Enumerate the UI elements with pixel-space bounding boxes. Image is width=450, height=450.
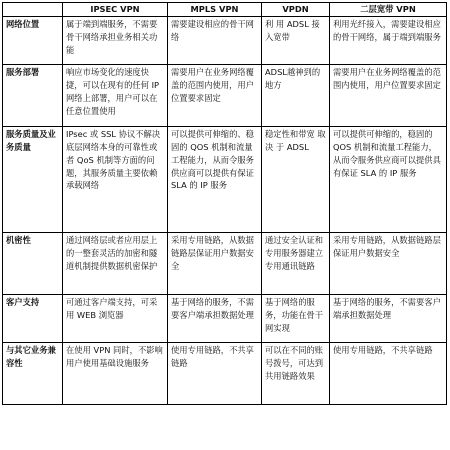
table-row bbox=[3, 233, 447, 295]
table-row bbox=[3, 65, 447, 127]
table-cell: 基于网络的服务，不需要客户端承担数据处理 bbox=[168, 295, 262, 343]
table-cell: 采用专用链路，从数据链路层保证用户数据安全 bbox=[330, 233, 447, 295]
row-label-compatibility: 与其它业务兼容性 bbox=[3, 343, 63, 405]
table-cell: 基于网络的服务，功能在骨干网实现 bbox=[262, 295, 330, 343]
header-corner bbox=[3, 3, 63, 17]
table-cell: 基于网络的服务，不需要客户端承担数据处理 bbox=[330, 295, 447, 343]
table-cell: 稳定性和带宽 取 决 于 ADSL bbox=[262, 127, 330, 233]
table-cell: 可通过客户端支持，可采用 WEB 浏览器 bbox=[63, 295, 168, 343]
table-cell: 响应市场变化的速度快捷，可以在现有的任何 IP 网络上部署，用户可以在任意位置使用 bbox=[63, 65, 168, 127]
table-cell: 使用专用链路，不共享链路 bbox=[330, 343, 447, 405]
table-cell: 利 用 ADSL 接入宽带 bbox=[262, 17, 330, 65]
row-label-service-deployment: 服务部署 bbox=[3, 65, 63, 127]
row-label-client-support: 客户支持 bbox=[3, 295, 63, 343]
table-cell: 需要用户在业务网络覆盖的范围内使用，用户位置要求固定 bbox=[330, 65, 447, 127]
row-label-confidentiality: 机密性 bbox=[3, 233, 63, 295]
table-cell: 在使用 VPN 同时，不影响用户使用基础设施服务 bbox=[63, 343, 168, 405]
table-cell: 可以在不同的账号拨号，可达到共用链路效果 bbox=[262, 343, 330, 405]
header-l2-broadband-vpn: 二层宽带 VPN bbox=[330, 3, 447, 17]
row-label-service-quality: 服务质量及业务质量 bbox=[3, 127, 63, 233]
table-cell: 可以提供可伸缩的、稳固的 QOS 机制和流量工程能力，从而令服务供应商可以提供有保证 SLA 的 IP 服务 bbox=[168, 127, 262, 233]
table-header-row bbox=[3, 3, 447, 17]
table-cell: 通过安全认证和专用服务器建立专用通讯链路 bbox=[262, 233, 330, 295]
table-row bbox=[3, 17, 447, 65]
table-cell: 可以提供可伸缩的，稳固的 QOS 机制和流量工程能力，从而令服务供应商可以提供具有保证 SLA 的 IP 服务 bbox=[330, 127, 447, 233]
table-cell: 采用专用链路，从数据链路层保证用户数据安全 bbox=[168, 233, 262, 295]
table-cell: IPsec 或 SSL 协议不解决底层网络本身的可靠性或者 QoS 机制等方面的问题，其服务质量主要依赖承载网络 bbox=[63, 127, 168, 233]
table-cell: 属于端到端服务，不需要骨干网络承担业务相关功能 bbox=[63, 17, 168, 65]
table-cell: 需要建设相应的骨干网络 bbox=[168, 17, 262, 65]
header-vpdn: VPDN bbox=[262, 3, 330, 17]
table-cell: ADSL越神到的地方 bbox=[262, 65, 330, 127]
header-mpls-vpn: MPLS VPN bbox=[168, 3, 262, 17]
table-cell: 使用专用链路，不共享链路 bbox=[168, 343, 262, 405]
row-label-network-location: 网络位置 bbox=[3, 17, 63, 65]
table-cell: 需要用户在业务网络覆盖的范围内使用，用户位置要求固定 bbox=[168, 65, 262, 127]
table-cell: 利用光纤接入，需要建设相应的骨干网络，属于端到端服务 bbox=[330, 17, 447, 65]
header-ipsec-vpn: IPSEC VPN bbox=[63, 3, 168, 17]
table-row bbox=[3, 295, 447, 343]
table-row bbox=[3, 127, 447, 233]
table-row bbox=[3, 343, 447, 405]
vpn-comparison-table bbox=[2, 2, 447, 405]
table-cell: 通过网络层或者应用层上的一整套灵活的加密和隧道机制提供数据机密保护 bbox=[63, 233, 168, 295]
